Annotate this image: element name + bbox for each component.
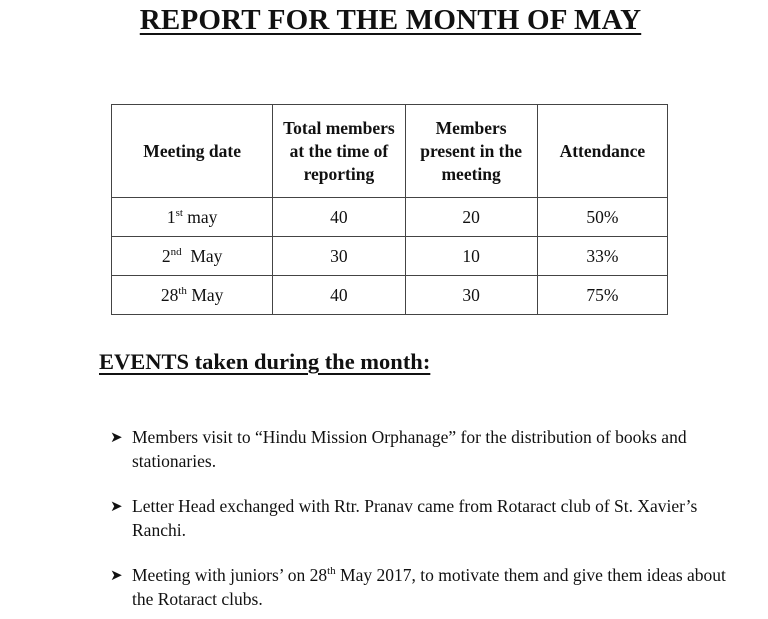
event-text-sup: th [327, 565, 336, 578]
date-month: May [186, 284, 224, 305]
event-text: Members visit to “Hindu Mission Orphanage” for the distribution of books and stationaries. [132, 427, 687, 471]
event-text [110, 564, 750, 611]
total-members-cell: 30 [273, 237, 405, 276]
event-item [110, 426, 750, 473]
meeting-date-cell [112, 237, 273, 276]
date-suffix: st [175, 206, 183, 219]
event-item [110, 495, 750, 542]
total-members-cell: 40 [273, 198, 405, 237]
attendance-cell: 50% [537, 198, 667, 237]
arrowhead-bullet-icon: ➤ [110, 428, 123, 446]
header-attendance: Attendance [537, 105, 667, 198]
meeting-date-cell [112, 198, 273, 237]
header-total-members: Total members at the time of reporting [273, 105, 405, 198]
report-title: REPORT FOR THE MONTH OF MAY [139, 4, 642, 36]
date-suffix: th [178, 284, 187, 297]
meeting-date-cell [112, 276, 273, 315]
total-members-cell: 40 [273, 276, 405, 315]
attendance-table [111, 104, 668, 315]
members-present-cell: 30 [405, 276, 537, 315]
date-day: 2 [161, 245, 171, 266]
event-text-before: Meeting with juniors’ on 28 [132, 565, 328, 585]
attendance-cell: 33% [537, 237, 667, 276]
arrowhead-bullet-icon: ➤ [110, 497, 123, 515]
table-row [112, 237, 668, 276]
event-text: Letter Head exchanged with Rtr. Pranav came from Rotaract club of St. Xavier’s Ranchi. [132, 496, 698, 540]
date-day: 1 [166, 206, 176, 227]
table-row [112, 276, 668, 315]
header-members-present: Members present in the meeting [405, 105, 537, 198]
table-header-row [112, 105, 668, 198]
date-day: 28 [160, 284, 179, 305]
event-item [110, 564, 750, 611]
event-text-after: May 2017, to motivate them and give them ideas about the Rotaract clubs. [132, 565, 726, 609]
arrowhead-bullet-icon: ➤ [110, 566, 123, 584]
header-meeting-date: Meeting date [112, 105, 273, 198]
date-suffix: nd [170, 245, 182, 258]
events-heading: EVENTS taken during the month: [99, 349, 431, 374]
members-present-cell: 20 [405, 198, 537, 237]
members-present-cell: 10 [405, 237, 537, 276]
attendance-cell: 75% [537, 276, 667, 315]
date-month: may [182, 206, 218, 227]
table-row [112, 198, 668, 237]
date-month: May [181, 245, 223, 266]
